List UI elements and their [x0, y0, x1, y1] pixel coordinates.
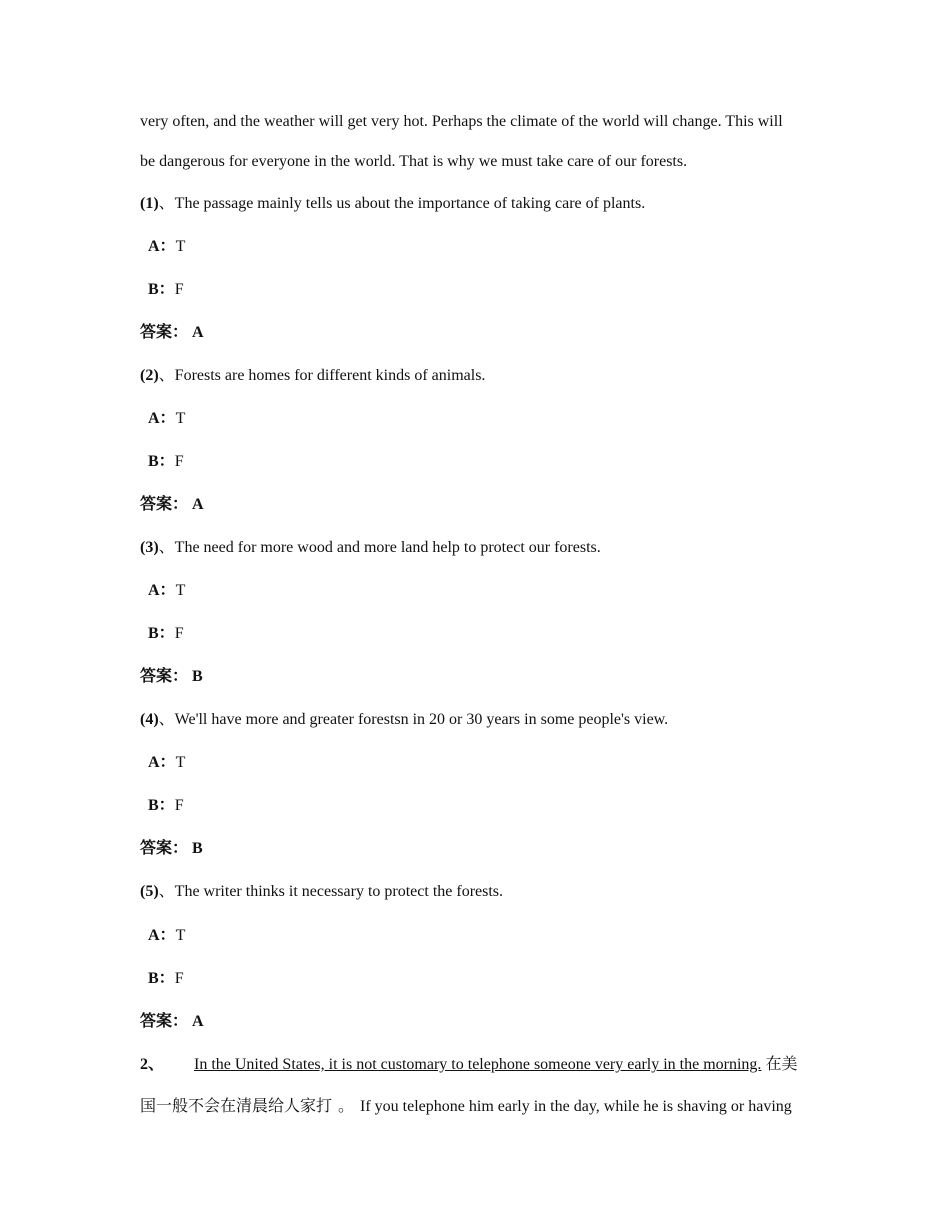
question-number: (5)	[140, 883, 159, 900]
option-label: B：	[148, 970, 175, 987]
option-value: F	[174, 970, 184, 987]
option-label: A：	[148, 927, 176, 944]
section-number: 2、	[140, 1056, 165, 1073]
question-separator: 、	[158, 539, 175, 556]
q5-option-b	[148, 969, 184, 989]
question-separator: 、	[158, 367, 175, 384]
question-number: (2)	[140, 367, 159, 384]
chinese-period: 。	[338, 1098, 355, 1115]
option-label: A：	[148, 582, 176, 599]
option-value: T	[175, 410, 186, 427]
question-1	[140, 194, 645, 214]
question-text: The writer thinks it necessary to protect the forests.	[174, 883, 504, 900]
section-2-line-2	[140, 1097, 792, 1117]
question-separator: 、	[158, 195, 175, 212]
answer-value: A	[192, 324, 204, 341]
question-3	[140, 538, 601, 558]
q1-answer	[140, 323, 204, 343]
question-4	[140, 710, 668, 730]
chinese-translation-end: 国一般不会在清晨给人家打	[140, 1098, 333, 1115]
q5-answer	[140, 1012, 204, 1032]
option-value: T	[175, 927, 186, 944]
q4-answer	[140, 839, 203, 859]
q5-option-a	[148, 926, 185, 946]
answer-label: 答案：	[140, 1013, 189, 1030]
question-separator: 、	[158, 711, 175, 728]
option-label: B：	[148, 281, 175, 298]
question-5	[140, 882, 503, 902]
q3-answer	[140, 667, 203, 687]
q2-option-b	[148, 452, 184, 472]
passage-line-1: very often, and the weather will get very hot. Perhaps the climate of the world will change. This will	[140, 113, 783, 130]
answer-label: 答案：	[140, 496, 189, 513]
q3-option-a	[148, 581, 185, 601]
underlined-sentence: In the United States, it is not customary to telephone someone very early in the morning.	[194, 1056, 762, 1073]
q4-option-b	[148, 796, 184, 816]
option-value: T	[175, 582, 186, 599]
question-separator: 、	[158, 883, 175, 900]
q3-option-b	[148, 624, 184, 644]
option-label: A：	[148, 238, 176, 255]
question-text: Forests are homes for different kinds of animals.	[174, 367, 486, 384]
answer-value: A	[192, 496, 204, 513]
question-number: (1)	[140, 195, 159, 212]
q2-answer	[140, 495, 204, 515]
q2-option-a	[148, 409, 185, 429]
option-value: F	[174, 453, 184, 470]
option-value: F	[174, 797, 184, 814]
answer-value: A	[192, 1013, 204, 1030]
question-text: The need for more wood and more land help to protect our forests.	[174, 539, 601, 556]
option-label: B：	[148, 625, 175, 642]
q1-option-b	[148, 280, 184, 300]
option-value: F	[174, 625, 184, 642]
option-label: A：	[148, 410, 176, 427]
answer-label: 答案：	[140, 324, 189, 341]
question-text: We'll have more and greater forestsn in 20 or 30 years in some people's view.	[174, 711, 669, 728]
option-label: A：	[148, 754, 176, 771]
chinese-translation-start: 在美	[765, 1056, 798, 1073]
question-2	[140, 366, 485, 386]
question-number: (3)	[140, 539, 159, 556]
option-value: F	[174, 281, 184, 298]
question-number: (4)	[140, 711, 159, 728]
passage-continuation: If you telephone him early in the day, while he is shaving or having	[360, 1098, 792, 1115]
answer-label: 答案：	[140, 668, 189, 685]
q1-option-a	[148, 237, 185, 257]
question-text: The passage mainly tells us about the importance of taking care of plants.	[174, 195, 646, 212]
answer-value: B	[192, 668, 203, 685]
option-value: T	[175, 238, 186, 255]
option-label: B：	[148, 797, 175, 814]
option-label: B：	[148, 453, 175, 470]
section-2-line-1	[140, 1055, 797, 1075]
q4-option-a	[148, 753, 185, 773]
passage-line-2: be dangerous for everyone in the world. That is why we must take care of our forests.	[140, 153, 688, 170]
answer-label: 答案：	[140, 840, 189, 857]
answer-value: B	[192, 840, 203, 857]
option-value: T	[175, 754, 186, 771]
